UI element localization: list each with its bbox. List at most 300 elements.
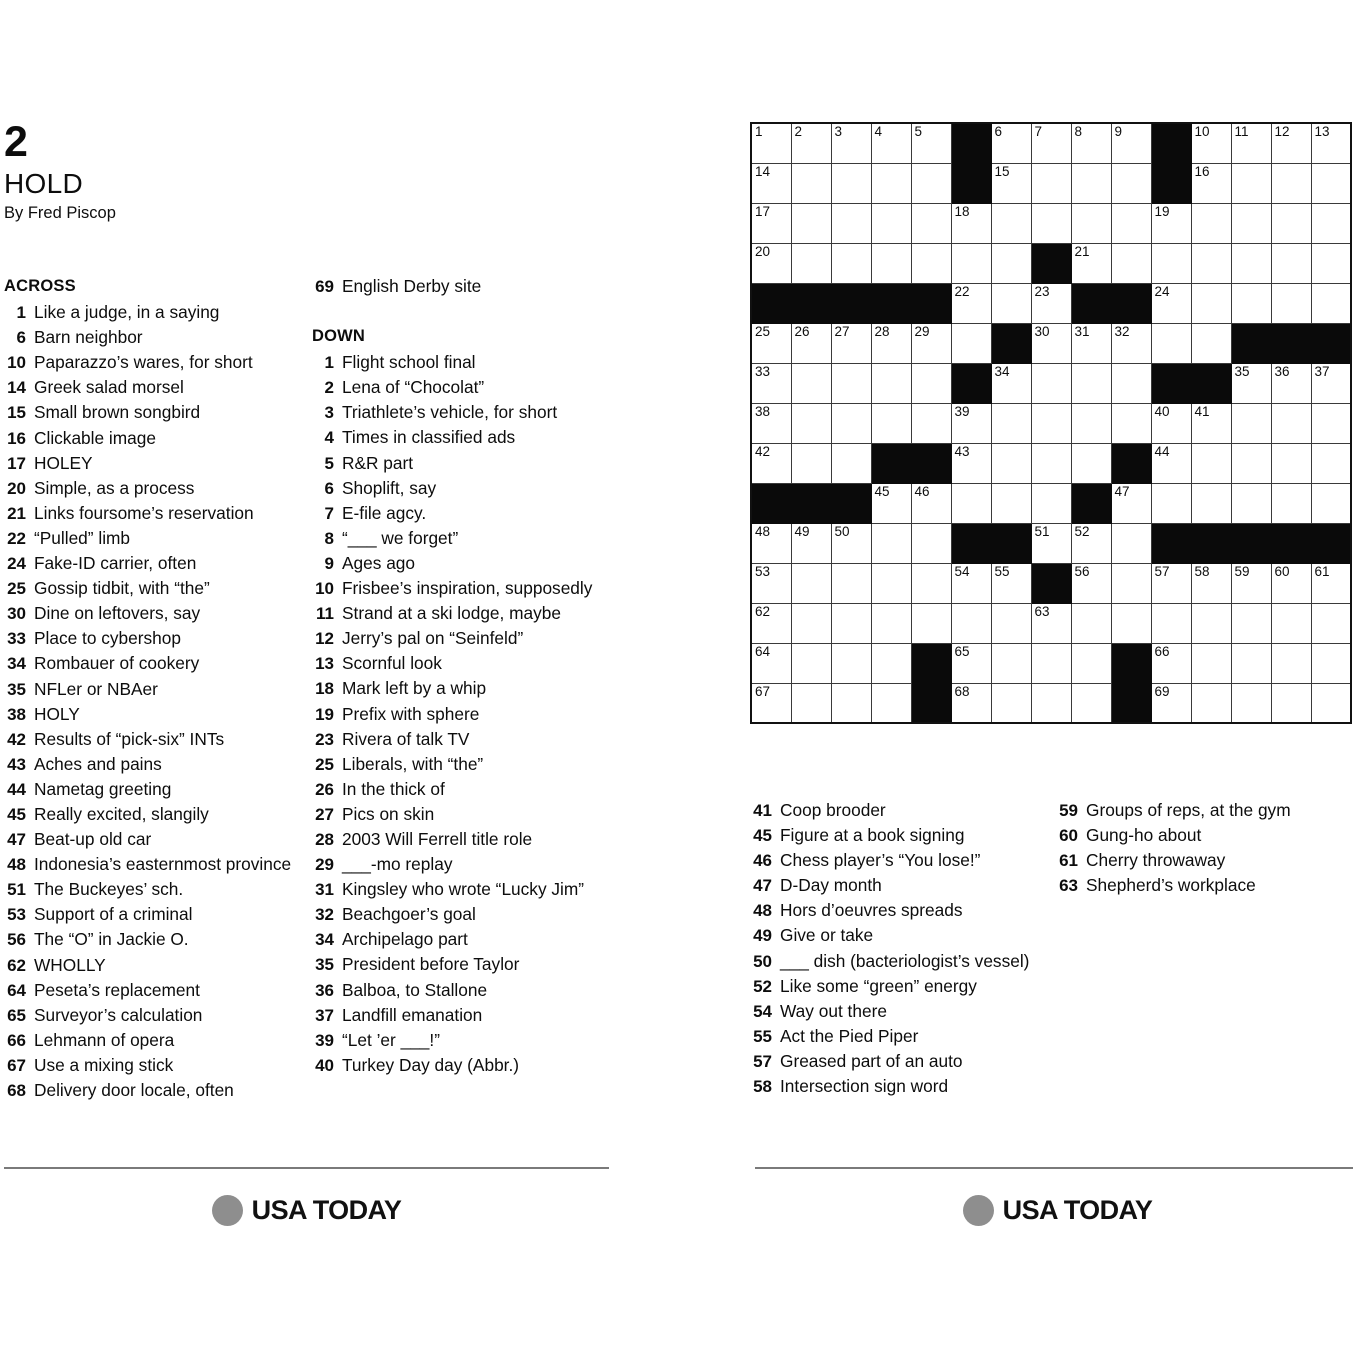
crossword-cell[interactable] [991,123,1031,163]
clue-item[interactable] [312,852,612,877]
crossword-cell[interactable] [751,563,791,603]
crossword-cell[interactable] [831,683,871,723]
clue-item[interactable] [4,802,296,827]
crossword-cell[interactable] [791,203,831,243]
crossword-cell[interactable] [1071,243,1111,283]
crossword-cell[interactable] [951,403,991,443]
clue-item[interactable] [1056,873,1353,898]
clue-item[interactable] [312,526,612,551]
clue-item[interactable] [4,526,296,551]
crossword-cell[interactable] [911,323,951,363]
cell-number: 32 [1114,323,1130,339]
clue-item[interactable] [4,752,296,777]
crossword-cell-block [951,123,991,163]
crossword-cell[interactable] [831,643,871,683]
crossword-cell[interactable] [751,363,791,403]
crossword-cell[interactable] [1071,603,1111,643]
clue-text: Shoplift, say [342,477,437,498]
cell-number: 27 [834,323,850,339]
crossword-cell[interactable] [1271,443,1311,483]
crossword-cell[interactable] [1311,163,1351,203]
crossword-cell[interactable] [871,483,911,523]
crossword-cell[interactable] [791,443,831,483]
clue-item[interactable] [750,1049,1046,1074]
clue-item[interactable] [312,927,612,952]
crossword-cell[interactable] [751,403,791,443]
crossword-cell[interactable] [791,643,831,683]
clue-item[interactable] [312,952,612,977]
clue-item[interactable] [312,727,612,752]
clue-number: 16 [7,428,26,448]
clue-item[interactable] [4,702,296,727]
crossword-cell[interactable] [991,363,1031,403]
crossword-cell[interactable] [831,603,871,643]
clue-item[interactable] [1056,798,1353,823]
crossword-cell[interactable] [1191,683,1231,723]
clue-item[interactable] [750,873,1046,898]
crossword-cell[interactable] [1191,243,1231,283]
crossword-cell[interactable] [1111,203,1151,243]
clue-item[interactable] [4,877,296,902]
crossword-cell[interactable] [1271,163,1311,203]
crossword-cell[interactable] [1191,603,1231,643]
clue-item[interactable] [312,601,612,626]
crossword-cell[interactable] [1151,323,1191,363]
clue-number: 21 [7,503,26,523]
crossword-cell[interactable] [751,203,791,243]
crossword-cell[interactable] [991,683,1031,723]
crossword-cell[interactable] [1311,483,1351,523]
clue-item[interactable] [4,451,296,476]
crossword-cell[interactable] [1031,683,1071,723]
crossword-cell[interactable] [1031,403,1071,443]
crossword-cell[interactable] [1031,643,1071,683]
crossword-cell[interactable] [991,243,1031,283]
crossword-cell[interactable] [1031,203,1071,243]
crossword-cell[interactable] [1151,403,1191,443]
clue-item[interactable] [312,451,612,476]
crossword-cell[interactable] [751,323,791,363]
clue-item[interactable] [312,777,612,802]
crossword-cell[interactable] [1191,483,1231,523]
crossword-cell[interactable] [831,443,871,483]
crossword-cell[interactable] [951,323,991,363]
crossword-cell[interactable] [991,563,1031,603]
crossword-cell[interactable] [1031,283,1071,323]
crossword-cell[interactable] [791,523,831,563]
clue-number: 42 [7,729,26,749]
crossword-cell[interactable] [1271,483,1311,523]
crossword-cell[interactable] [871,163,911,203]
crossword-cell[interactable] [1071,163,1111,203]
crossword-cell[interactable] [1191,323,1231,363]
clue-item[interactable] [4,426,296,451]
crossword-cell[interactable] [1191,203,1231,243]
clue-item[interactable] [312,1028,612,1053]
clue-number: 20 [7,478,26,498]
clue-number: 44 [7,779,26,799]
crossword-cell[interactable] [791,403,831,443]
clue-item[interactable] [4,501,296,526]
clue-item[interactable] [4,927,296,952]
crossword-cell[interactable] [1111,323,1151,363]
crossword-cell[interactable] [1271,603,1311,643]
crossword-cell[interactable] [871,363,911,403]
crossword-cell[interactable] [1071,403,1111,443]
cell-number: 25 [755,323,771,339]
crossword-cell[interactable] [1271,283,1311,323]
clue-item[interactable] [4,375,296,400]
crossword-cell[interactable] [1191,123,1231,163]
clue-item[interactable] [750,1074,1046,1099]
clue-item[interactable] [4,727,296,752]
crossword-cell[interactable] [751,603,791,643]
crossword-cell[interactable] [1071,203,1111,243]
crossword-grid[interactable] [750,122,1352,724]
crossword-cell[interactable] [1271,683,1311,723]
clue-item[interactable] [4,677,296,702]
crossword-cell[interactable] [831,523,871,563]
clue-item[interactable] [312,400,612,425]
crossword-cell-block [951,363,991,403]
crossword-cell[interactable] [1271,563,1311,603]
crossword-cell[interactable] [831,123,871,163]
crossword-cell[interactable] [951,683,991,723]
crossword-cell[interactable] [991,403,1031,443]
crossword-cell[interactable] [1191,283,1231,323]
crossword-cell[interactable] [1151,603,1191,643]
crossword-cell[interactable] [1151,243,1191,283]
clue-item[interactable] [312,978,612,1003]
clue-item[interactable] [750,798,1046,823]
clue-item[interactable] [750,898,1046,923]
crossword-cell[interactable] [1311,203,1351,243]
crossword-cell[interactable] [1031,443,1071,483]
clue-text: Jerry’s pal on “Seinfeld” [342,628,524,649]
crossword-cell[interactable] [951,483,991,523]
crossword-row [751,363,1351,403]
crossword-cell[interactable] [1231,603,1271,643]
crossword-cell[interactable] [831,563,871,603]
crossword-cell[interactable] [1071,563,1111,603]
clue-item[interactable] [312,877,612,902]
crossword-cell[interactable] [1231,123,1271,163]
crossword-cell[interactable] [911,243,951,283]
crossword-cell[interactable] [1311,123,1351,163]
crossword-cell[interactable] [1231,403,1271,443]
clue-item[interactable] [4,852,296,877]
crossword-cell[interactable] [911,523,951,563]
crossword-cell[interactable] [1071,363,1111,403]
crossword-cell[interactable] [1311,603,1351,643]
clue-item[interactable] [4,902,296,927]
crossword-cell[interactable] [1031,163,1071,203]
crossword-cell[interactable] [991,203,1031,243]
crossword-cell[interactable] [911,163,951,203]
crossword-cell[interactable] [1111,603,1151,643]
clue-number: 69 [315,277,334,296]
cell-number: 56 [1074,563,1090,579]
clue-item[interactable] [4,601,296,626]
crossword-cell[interactable] [1231,363,1271,403]
clue-item[interactable] [4,777,296,802]
crossword-cell[interactable] [991,163,1031,203]
clue-item[interactable] [4,400,296,425]
cell-number: 62 [755,603,771,619]
crossword-cell[interactable] [991,443,1031,483]
clue-item[interactable] [4,350,296,375]
crossword-cell[interactable] [791,123,831,163]
crossword-cell[interactable] [871,123,911,163]
crossword-cell[interactable] [831,243,871,283]
crossword-cell[interactable] [1271,203,1311,243]
crossword-cell[interactable] [751,163,791,203]
crossword-cell[interactable] [751,243,791,283]
crossword-cell[interactable] [831,203,871,243]
clue-item[interactable] [4,626,296,651]
footer-left [4,1167,609,1257]
crossword-cell[interactable] [991,483,1031,523]
clue-item[interactable] [4,1003,296,1028]
cell-number: 43 [954,443,970,459]
crossword-cell[interactable] [791,163,831,203]
clue-number: 30 [7,604,26,624]
clue-item[interactable] [750,823,1046,848]
clue-item[interactable] [1056,823,1353,848]
crossword-cell-block [871,443,911,483]
crossword-cell[interactable] [991,603,1031,643]
crossword-cell[interactable] [751,523,791,563]
clue-item[interactable] [750,949,1046,974]
clue-item[interactable] [312,501,612,526]
crossword-cell[interactable] [1191,403,1231,443]
clue-item[interactable] [312,676,612,701]
crossword-cell[interactable] [871,403,911,443]
crossword-cell[interactable] [951,283,991,323]
crossword-cell[interactable] [1271,123,1311,163]
clue-item[interactable] [750,999,1046,1024]
crossword-cell[interactable] [911,203,951,243]
crossword-cell[interactable] [991,283,1031,323]
crossword-cell[interactable] [951,643,991,683]
crossword-cell[interactable] [791,603,831,643]
crossword-cell[interactable] [1271,403,1311,443]
crossword-cell[interactable] [751,123,791,163]
crossword-cell[interactable] [1311,283,1351,323]
crossword-cell[interactable] [1191,643,1231,683]
crossword-cell[interactable] [1151,563,1191,603]
clue-number: 31 [315,880,334,900]
crossword-cell[interactable] [1071,523,1111,563]
clue-item[interactable] [312,476,612,501]
crossword-cell[interactable] [1111,563,1151,603]
clue-item[interactable] [312,626,612,651]
crossword-cell[interactable] [1111,483,1151,523]
crossword-cell[interactable] [1031,323,1071,363]
crossword-cell[interactable] [951,243,991,283]
clue-item[interactable] [4,325,296,350]
crossword-cell[interactable] [1271,643,1311,683]
crossword-cell[interactable] [871,243,911,283]
clue-number: 43 [7,754,26,774]
clue-item[interactable] [312,752,612,777]
crossword-cell[interactable] [1191,443,1231,483]
crossword-cell[interactable] [1231,203,1271,243]
crossword-cell[interactable] [1031,363,1071,403]
crossword-cell[interactable] [1031,123,1071,163]
crossword-cell[interactable] [911,363,951,403]
crossword-cell[interactable] [871,203,911,243]
clue-text: Simple, as a process [34,477,195,498]
crossword-cell[interactable] [1231,163,1271,203]
crossword-cell[interactable] [951,603,991,643]
crossword-cell[interactable] [951,443,991,483]
clue-item[interactable] [750,848,1046,873]
crossword-cell[interactable] [1031,603,1071,643]
crossword-cell[interactable] [1151,283,1191,323]
clue-item[interactable] [4,576,296,601]
crossword-cell[interactable] [1111,363,1151,403]
clue-item[interactable] [1056,848,1353,873]
cell-number: 15 [994,163,1010,179]
clue-number: 54 [753,1001,772,1021]
clue-item[interactable] [4,953,296,978]
crossword-cell[interactable] [1231,243,1271,283]
crossword-cell[interactable] [911,483,951,523]
clue-number: 18 [315,679,334,699]
clue-number: 25 [315,754,334,774]
clue-item[interactable] [312,1003,612,1028]
crossword-cell[interactable] [911,563,951,603]
crossword-cell[interactable] [1071,683,1111,723]
clue-item[interactable] [4,1078,296,1103]
clue-item[interactable] [4,978,296,1003]
crossword-cell[interactable] [751,443,791,483]
crossword-cell[interactable] [1191,563,1231,603]
crossword-cell[interactable] [951,563,991,603]
crossword-cell[interactable] [1231,563,1271,603]
crossword-cell[interactable] [871,643,911,683]
crossword-cell[interactable] [871,683,911,723]
clue-item[interactable] [312,576,612,601]
crossword-cell[interactable] [1111,523,1151,563]
clue-item[interactable] [4,651,296,676]
crossword-cell[interactable] [1191,163,1231,203]
clue-item[interactable] [312,802,612,827]
crossword-cell[interactable] [1111,123,1151,163]
crossword-cell[interactable] [751,683,791,723]
crossword-cell[interactable] [791,323,831,363]
crossword-cell[interactable] [831,403,871,443]
crossword-cell[interactable] [951,203,991,243]
clue-number: 67 [7,1055,26,1075]
clue-item[interactable] [4,827,296,852]
crossword-cell[interactable] [1151,643,1191,683]
clue-item[interactable] [312,551,612,576]
clue-item[interactable] [4,476,296,501]
crossword-cell[interactable] [1311,403,1351,443]
crossword-cell[interactable] [1311,643,1351,683]
clue-item[interactable] [4,551,296,576]
crossword-cell[interactable] [831,323,871,363]
crossword-cell[interactable] [791,243,831,283]
crossword-cell[interactable] [1271,363,1311,403]
crossword-cell[interactable] [1311,363,1351,403]
crossword-cell[interactable] [1111,243,1151,283]
crossword-cell[interactable] [1231,643,1271,683]
crossword-cell[interactable] [791,683,831,723]
crossword-cell[interactable] [1111,163,1151,203]
crossword-cell-block [991,323,1031,363]
clue-text: Give or take [780,925,874,946]
clue-item[interactable] [750,923,1046,948]
crossword-cell[interactable] [1231,443,1271,483]
clue-item[interactable] [312,702,612,727]
clue-item[interactable] [312,375,612,400]
crossword-cell[interactable] [1151,483,1191,523]
crossword-cell[interactable] [1151,203,1191,243]
crossword-cell[interactable] [791,563,831,603]
crossword-cell[interactable] [1311,243,1351,283]
crossword-cell[interactable] [1231,483,1271,523]
clue-item[interactable] [312,274,612,299]
clue-item[interactable] [312,1053,612,1078]
crossword-cell[interactable] [911,123,951,163]
clue-item[interactable] [312,425,612,450]
crossword-cell[interactable] [1311,683,1351,723]
crossword-cell[interactable] [1271,243,1311,283]
crossword-cell[interactable] [1071,123,1111,163]
crossword-cell[interactable] [831,163,871,203]
crossword-cell[interactable] [871,523,911,563]
clue-item[interactable] [312,827,612,852]
cell-number: 66 [1154,643,1170,659]
crossword-cell[interactable] [791,363,831,403]
crossword-cell[interactable] [1311,443,1351,483]
crossword-cell-block [1191,523,1231,563]
crossword-cell[interactable] [991,643,1031,683]
crossword-cell[interactable] [871,603,911,643]
crossword-cell[interactable] [1071,643,1111,683]
crossword-cell[interactable] [1231,283,1271,323]
crossword-cell[interactable] [1031,523,1071,563]
crossword-cell[interactable] [1151,683,1191,723]
crossword-cell[interactable] [1111,403,1151,443]
crossword-cell[interactable] [831,363,871,403]
crossword-cell[interactable] [871,563,911,603]
crossword-cell[interactable] [1231,683,1271,723]
crossword-cell[interactable] [1031,483,1071,523]
crossword-cell[interactable] [871,323,911,363]
crossword-cell[interactable] [911,403,951,443]
clue-item[interactable] [750,1024,1046,1049]
clue-item[interactable] [312,651,612,676]
crossword-cell[interactable] [1071,323,1111,363]
crossword-cell[interactable] [1151,443,1191,483]
clue-text: Greek salad morsel [34,377,184,398]
crossword-cell[interactable] [751,643,791,683]
clue-item[interactable] [312,902,612,927]
clue-item[interactable] [312,350,612,375]
crossword-cell[interactable] [911,603,951,643]
clue-item[interactable] [4,300,296,325]
crossword-cell[interactable] [1071,443,1111,483]
clue-item[interactable] [4,1028,296,1053]
clue-item[interactable] [4,1053,296,1078]
cell-number: 4 [874,124,883,139]
crossword-cell[interactable] [1311,563,1351,603]
clue-item[interactable] [750,974,1046,999]
